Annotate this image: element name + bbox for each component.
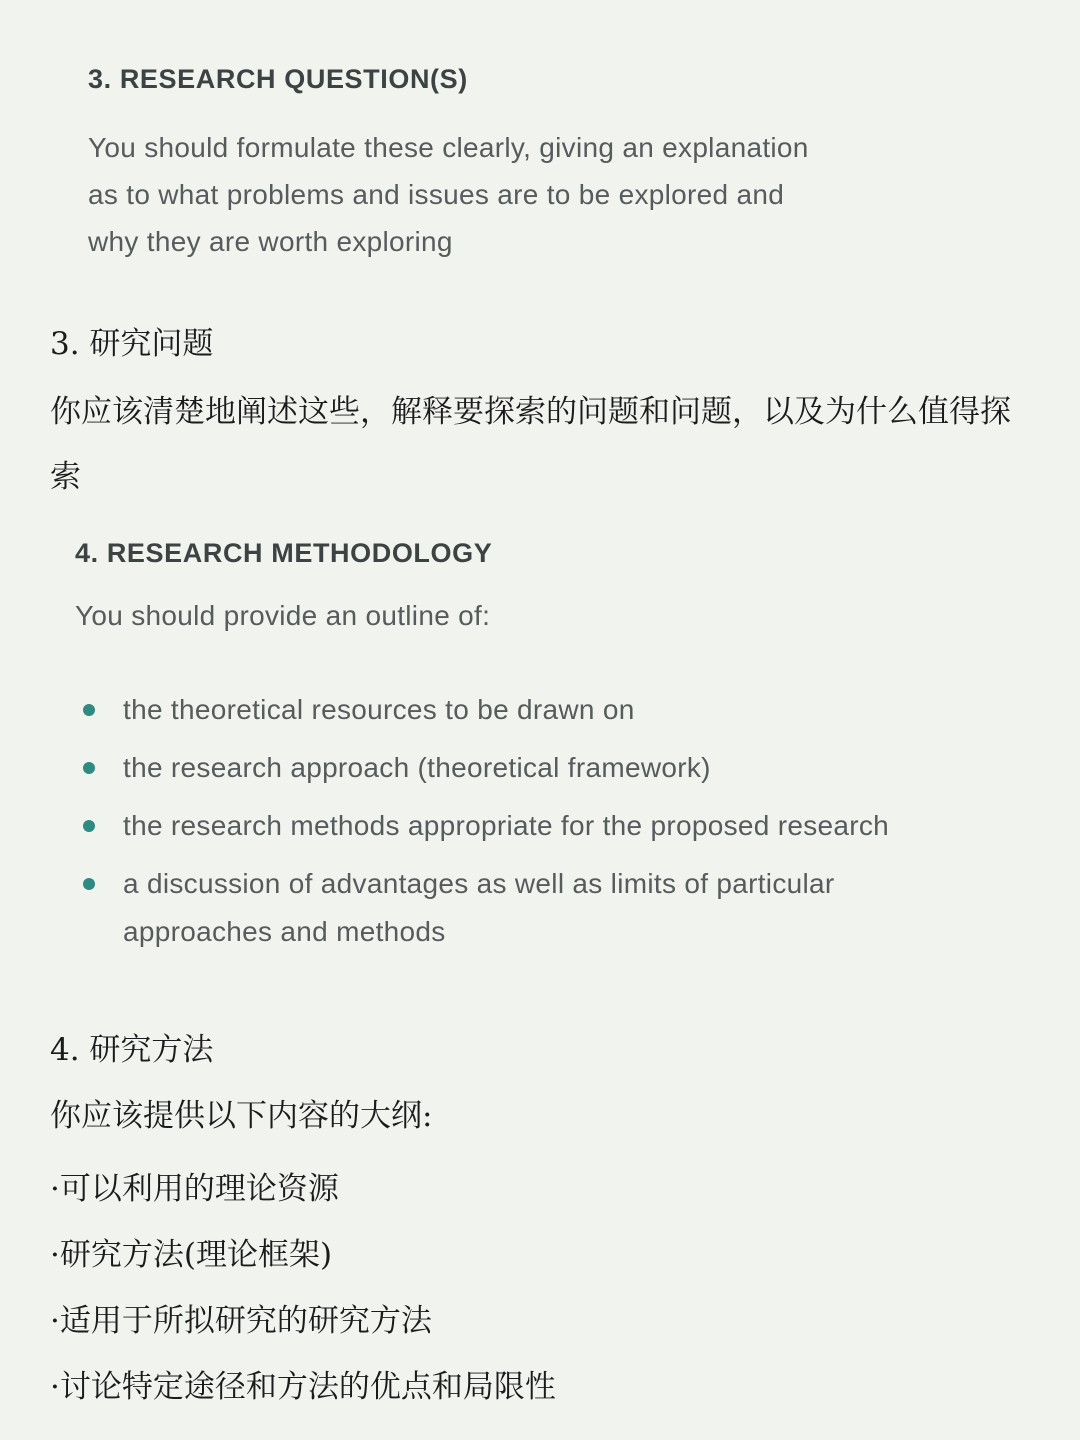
bullet-text: the research methods appropriate for the proposed research	[123, 810, 890, 841]
section3-cn-body: 你应该清楚地阐述这些，解释要探索的问题和问题，以及为什么值得探索	[50, 394, 1011, 495]
section3-line: as to what problems and issues are to be explored and	[88, 179, 785, 210]
cn-list-item: ·讨论特定途径和方法的优点和局限性	[50, 1369, 556, 1405]
bullet-item	[80, 744, 940, 792]
section4-cn-title: 4. 研究方法	[50, 1032, 214, 1068]
section3-line: why they are worth exploring	[88, 226, 453, 257]
section3-heading: 3. RESEARCH QUESTION(S)	[88, 64, 468, 94]
section4-cn-list	[50, 1156, 556, 1420]
section4-bullet-list	[80, 686, 940, 966]
bullet-item	[80, 860, 940, 956]
cn-list-item: ·适用于所拟研究的研究方法	[50, 1303, 432, 1339]
bullet-dot-icon	[83, 762, 95, 774]
bullet-text: a discussion of advantages as well as limits of particular approaches and methods	[123, 868, 835, 947]
section3-body	[88, 124, 988, 265]
cn-list-item: ·可以利用的理论资源	[50, 1171, 339, 1207]
section4-heading: 4. RESEARCH METHODOLOGY	[75, 538, 493, 568]
bullet-text: the research approach (theoretical framework)	[123, 752, 711, 783]
section3-cn-title: 3. 研究问题	[50, 326, 214, 362]
bullet-dot-icon	[83, 878, 95, 890]
section4-cn-intro: 你应该提供以下内容的大纲:	[50, 1098, 433, 1134]
cn-list-item: ·研究方法(理论框架)	[50, 1237, 333, 1273]
bullet-dot-icon	[83, 704, 95, 716]
section4-intro: You should provide an outline of:	[75, 600, 491, 631]
bullet-item	[80, 802, 940, 850]
bullet-text: the theoretical resources to be drawn on	[123, 694, 635, 725]
bullet-item	[80, 686, 940, 734]
section3-line: You should formulate these clearly, giving an explanation	[88, 132, 809, 163]
bullet-dot-icon	[83, 820, 95, 832]
